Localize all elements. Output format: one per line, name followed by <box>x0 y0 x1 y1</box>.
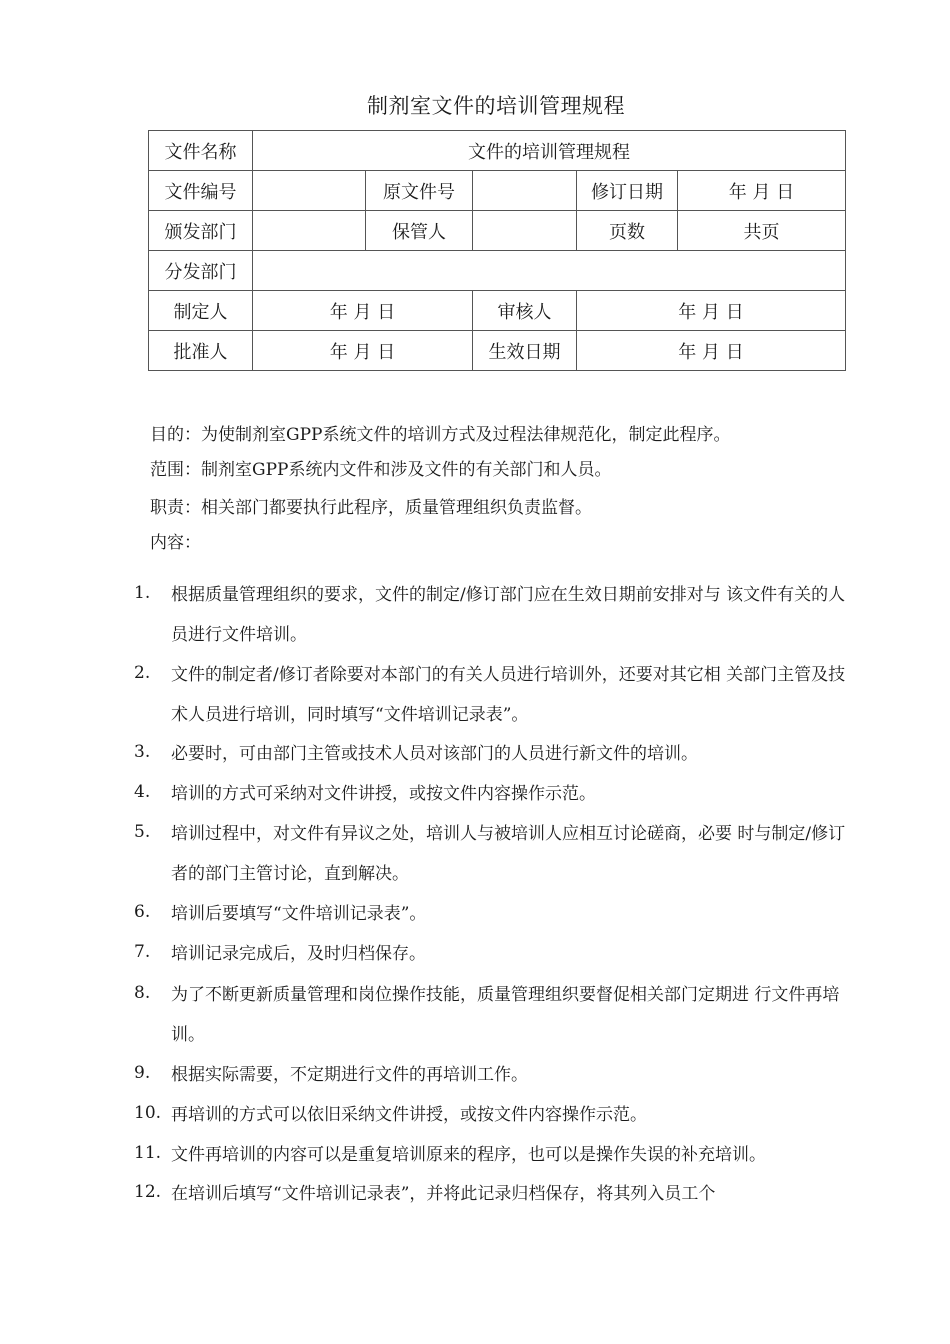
label-distribution-dept: 分发部门 <box>149 251 253 291</box>
table-row <box>149 291 846 331</box>
table-row <box>149 331 846 371</box>
label-effective-date: 生效日期 <box>473 331 577 371</box>
list-item-text: 为了不断更新质量管理和岗位操作技能，质量管理组织要督促相关部门定期进 行文件再培训。 <box>171 985 840 1045</box>
list-item-text: 培训的方式可采纳对文件讲授，或按文件内容操作示范。 <box>171 784 596 804</box>
list-item-number: 3. <box>134 742 151 762</box>
label-original-number: 原文件号 <box>366 171 473 211</box>
list-item-number: 10. <box>134 1103 162 1123</box>
scope-paragraph: 范围：制剂室GPP系统内文件和涉及文件的有关部门和人员。 <box>150 460 612 480</box>
table-row <box>149 131 846 171</box>
value-reviewer-date: 年 月 日 <box>577 291 846 331</box>
list-item-text: 根据实际需要，不定期进行文件的再培训工作。 <box>171 1065 528 1085</box>
value-original-number <box>473 171 577 211</box>
list-item-text: 培训过程中，对文件有异议之处，培训人与被培训人应相互讨论磋商，必要 时与制定/修订者的部门主管讨论，直到解决。 <box>171 824 846 884</box>
value-effective-date: 年 月 日 <box>577 331 846 371</box>
label-doc-name: 文件名称 <box>149 131 253 171</box>
list-item-text: 文件再培训的内容可以是重复培训原来的程序，也可以是操作失误的补充培训。 <box>171 1145 766 1165</box>
list-item-number: 12. <box>134 1182 162 1202</box>
value-page-count: 共页 <box>678 211 846 251</box>
label-doc-number: 文件编号 <box>149 171 253 211</box>
list-item-text: 培训记录完成后，及时归档保存。 <box>171 944 426 964</box>
list-item-number: 7. <box>134 942 151 962</box>
value-doc-number <box>253 171 366 211</box>
label-page-count: 页数 <box>577 211 678 251</box>
value-doc-name: 文件的培训管理规程 <box>253 131 846 171</box>
list-item-number: 1. <box>134 583 151 603</box>
list-item-number: 4. <box>134 782 151 802</box>
table-row <box>149 211 846 251</box>
purpose-paragraph: 目的：为使制剂室GPP系统文件的培训方式及过程法律规范化，制定此程序。 <box>150 425 731 445</box>
list-item-number: 9. <box>134 1063 151 1083</box>
document-title: 制剂室文件的培训管理规程 <box>367 94 625 118</box>
list-item-number: 5. <box>134 822 151 842</box>
list-item-text: 必要时，可由部门主管或技术人员对该部门的人员进行新文件的培训。 <box>171 744 698 764</box>
list-item-text: 在培训后填写“文件培训记录表”，并将此记录归档保存，将其列入员工个 <box>171 1184 716 1204</box>
label-author: 制定人 <box>149 291 253 331</box>
list-item-number: 11. <box>134 1143 162 1163</box>
value-distribution-dept <box>253 251 846 291</box>
list-item-number: 6. <box>134 902 151 922</box>
label-issuing-dept: 颁发部门 <box>149 211 253 251</box>
value-revision-date: 年 月 日 <box>678 171 846 211</box>
value-author-date: 年 月 日 <box>253 291 473 331</box>
list-item-text: 培训后要填写“文件培训记录表”。 <box>171 904 427 924</box>
table-row <box>149 171 846 211</box>
label-custodian: 保管人 <box>366 211 473 251</box>
label-revision-date: 修订日期 <box>577 171 678 211</box>
value-custodian <box>473 211 577 251</box>
value-approver-date: 年 月 日 <box>253 331 473 371</box>
duty-paragraph: 职责：相关部门都要执行此程序，质量管理组织负责监督。 <box>150 498 592 518</box>
content-heading: 内容： <box>150 533 201 553</box>
list-item-text: 再培训的方式可以依旧采纳文件讲授，或按文件内容操作示范。 <box>171 1105 647 1125</box>
table-row <box>149 251 846 291</box>
list-item-text: 根据质量管理组织的要求，文件的制定/修订部门应在生效日期前安排对与 该文件有关的人员进行文件培训。 <box>171 585 846 645</box>
label-reviewer: 审核人 <box>473 291 577 331</box>
list-item-number: 8. <box>134 983 151 1003</box>
label-approver: 批准人 <box>149 331 253 371</box>
list-item-number: 2. <box>134 663 151 683</box>
list-item-text: 文件的制定者/修订者除要对本部门的有关人员进行培训外，还要对其它相 关部门主管及技术人员进行培训，同时填写“文件培训记录表”。 <box>171 665 846 725</box>
document-info-table <box>148 130 846 371</box>
value-issuing-dept <box>253 211 366 251</box>
